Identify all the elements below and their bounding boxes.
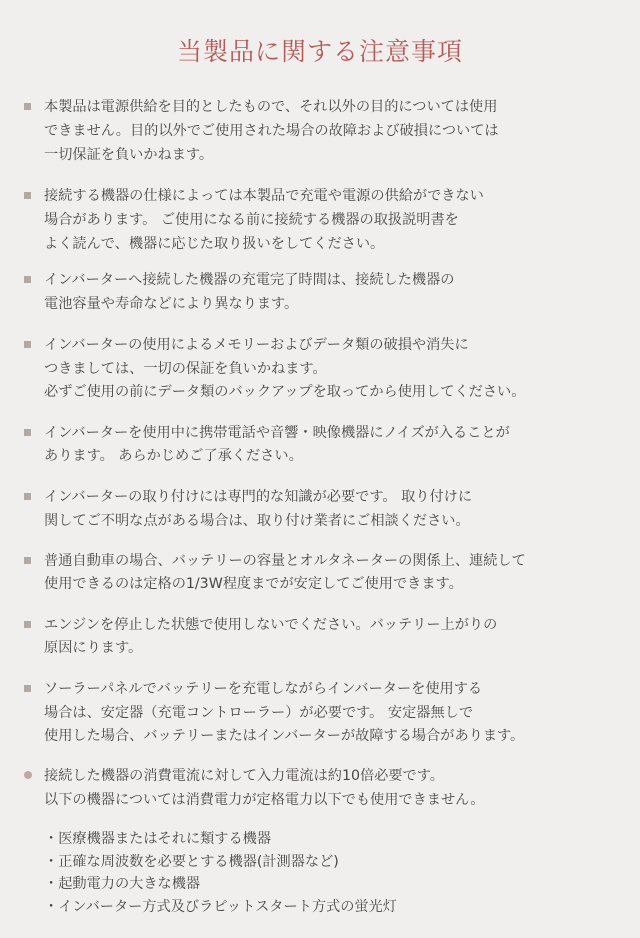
equipment-list-item: ・インバーター方式及びラピットスタート方式の蛍光灯: [44, 899, 397, 915]
square-bullet-icon: [24, 192, 31, 199]
equipment-list-item: ・起動電力の大きな機器: [44, 876, 201, 892]
notice-line: インバーターの使用によるメモリーおよびデータ類の破損や消失に: [44, 337, 469, 353]
page-title: 当製品に関する注意事項: [176, 37, 463, 66]
notice-line: インバーターへ接続した機器の充電完了時間は、接続した機器の: [44, 272, 455, 288]
square-bullet-icon: [24, 493, 31, 500]
notice-line: インバーターを使用中に携帯電話や音響・映像機器にノイズが入ることが: [44, 425, 510, 441]
notice-line: あります。 あらかじめご了承ください。: [44, 448, 303, 464]
notice-line: 場合は、安定器（充電コントローラー）が必要です。 安定器無しで: [44, 705, 474, 721]
notice-line: 本製品は電源供給を目的としたもので、それ以外の目的については使用: [44, 99, 498, 115]
square-bullet-icon: [24, 276, 31, 283]
notice-line: 原因にります。: [44, 640, 143, 656]
notice-line: 必ずご使用の前にデータ類のバックアップを取ってから使用してください。: [44, 384, 526, 400]
notice-line: 関してご不明な点がある場合は、取り付け業者にご相談ください。: [44, 513, 470, 529]
square-bullet-icon: [24, 621, 31, 628]
notice-line: 電池容量や寿命などにより異なります。: [44, 296, 299, 312]
square-bullet-icon: [24, 557, 31, 564]
notice-line: 接続した機器の消費電流に対して入力電流は約10倍必要です。: [44, 768, 444, 784]
equipment-list-item: ・正確な周波数を必要とする機器(計測器など): [44, 854, 339, 870]
notice-line: エンジンを停止した状態で使用しないでください。バッテリー上がりの: [44, 617, 498, 633]
notice-line: 使用できるのは定格の1/3W程度までが安定してご使用できます。: [44, 576, 463, 592]
notice-line: 一切保証を負いかねます。: [44, 147, 214, 163]
square-bullet-icon: [24, 685, 31, 692]
notice-line: 以下の機器については消費電力が定格電力以下でも使用できません。: [44, 792, 485, 808]
notice-line: できません。目的以外でご使用された場合の故障および破損については: [44, 123, 499, 139]
notice-line: 場合があります。 ご使用になる前に接続する機器の取扱説明書を: [44, 212, 459, 228]
square-bullet-icon: [24, 429, 31, 436]
notice-line: インバーターの取り付けには専門的な知識が必要です。 取り付けに: [44, 489, 473, 505]
square-bullet-icon: [24, 341, 31, 348]
notice-line: 接続する機器の仕様によっては本製品で充電や電源の供給ができない: [44, 188, 484, 204]
circle-bullet-icon: [24, 771, 32, 779]
notice-line: 使用した場合、バッテリーまたはインバーターが故障する場合があります。: [44, 728, 525, 744]
square-bullet-icon: [24, 103, 31, 110]
equipment-list-item: ・医療機器またはそれに類する機器: [44, 831, 272, 847]
notice-line: ソーラーパネルでバッテリーを充電しながらインバーターを使用する: [44, 681, 483, 697]
notice-line: つきましては、一切の保証を負いかねます。: [44, 361, 327, 377]
notice-line: 普通自動車の場合、バッテリーの容量とオルタネーターの関係上、連続して: [44, 553, 526, 569]
notice-line: よく読んで、機器に応じた取り扱いをしてください。: [44, 236, 385, 252]
